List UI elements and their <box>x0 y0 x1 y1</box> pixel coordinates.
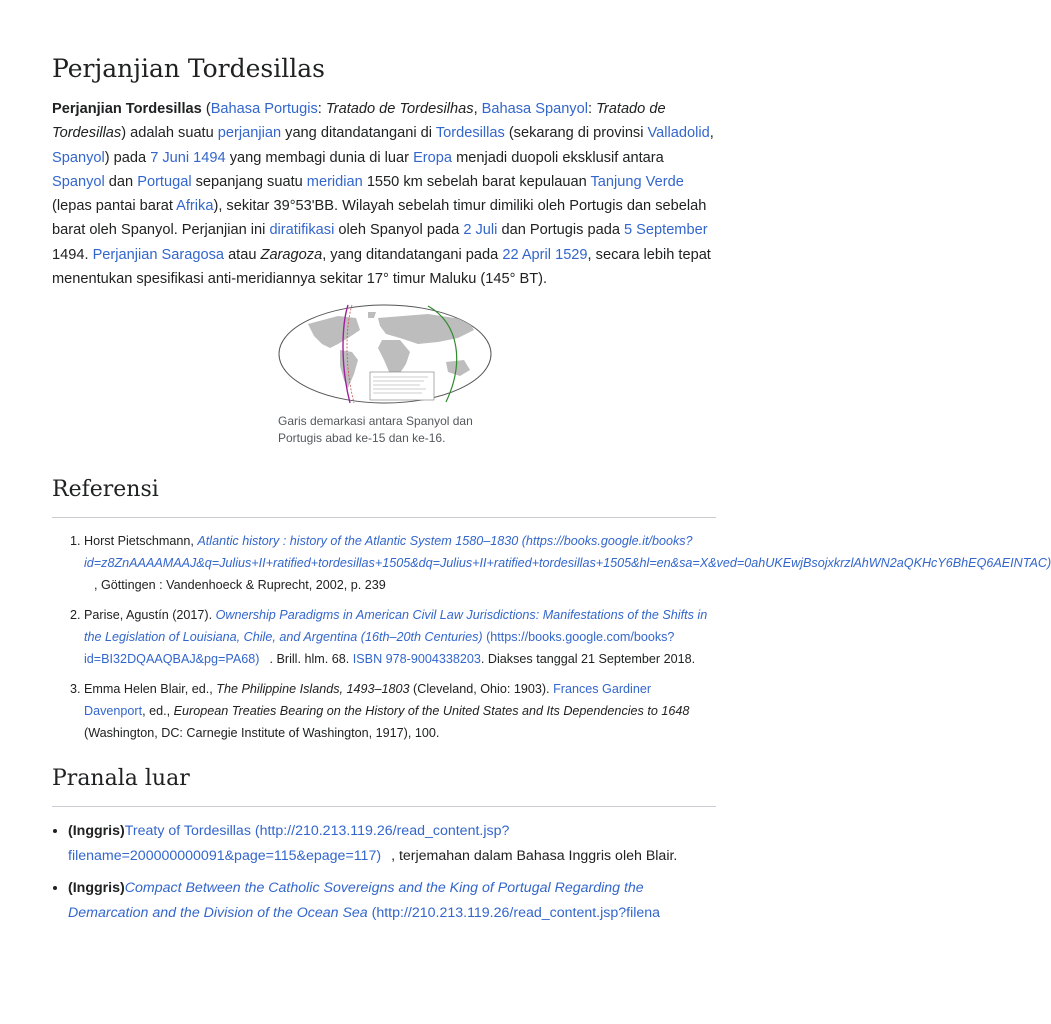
intro-text: (lepas pantai barat <box>52 198 177 215</box>
intro-text: , secara lebih tepat menentukan spesifikasi anti-meridiannya sekitar 17° timur Maluku (145° BT). <box>52 246 711 288</box>
intro-text: sepanjang suatu <box>191 173 307 190</box>
external-link-1 <box>68 819 716 868</box>
reference-3 <box>84 678 716 744</box>
intro-text: , yang ditandatangani pada <box>322 246 503 263</box>
ref3-text-3: , ed., <box>142 704 174 719</box>
ext2-link[interactable] <box>68 880 660 921</box>
world-map-image[interactable] <box>278 304 493 404</box>
ref2-link-title: Ownership Paradigms in American Civil Law Jurisdictions: Manifestations of the Shifts in the Legislation of Louisiana, Chile, and Argentina (16th–20th Centuries) <box>84 608 708 645</box>
link-bahasa-portugis[interactable]: Bahasa Portugis <box>210 101 318 117</box>
ref2-link-url: (https://books.google.com/books?id=BI32DQAAQBAJ&pg=PA68) <box>84 630 675 667</box>
ext1-link[interactable]: Treaty of Tordesillas (http://210.213.119.26/read_content.jsp?filename=200000000091&page=115&epage=117) <box>68 823 510 864</box>
ref1-link[interactable] <box>84 534 1051 570</box>
intro-text: ) pada <box>104 149 151 166</box>
name-portuguese: Tratado de Tordesilhas <box>325 101 474 117</box>
map-legend <box>370 372 434 400</box>
ref2-text-2: . Diakses tanggal 21 September 2018. <box>480 652 696 667</box>
intro-text: dan <box>104 173 138 190</box>
link-diratifikasi[interactable]: diratifikasi <box>269 222 335 239</box>
ext1-rest: , terjemahan dalam Bahasa Inggris oleh Blair. <box>391 847 678 864</box>
intro-text: 1494. <box>52 246 93 263</box>
intro-text: oleh Spanyol pada <box>334 222 464 239</box>
link-date-22-april-1529[interactable]: 22 April 1529 <box>502 246 588 263</box>
section-referensi <box>52 475 716 518</box>
intro-paragraph: Perjanjian Tordesillas (Bahasa Portugis: Tratado de Tordesilhas, Bahasa Spanyol: Tratado de Tordesillas) adalah suatu perjanjian yang ditandatangani di Tordesillas (sekarang di provinsi Valladolid, Spanyol) pada 7 Juni 1494 yang membagi dunia di luar Eropa menjadi duopoli eksklusif antara Spanyol dan Portugal sepanjang suatu meridian 1550 km sebelah barat kepulauan Tanjung Verde (lepas pantai barat Afrika), sekitar 39°53'BB. Wilayah sebelah timur dimiliki oleh Portugis dan sebelah barat oleh Spanyol. Perjanjian ini diratifikasi oleh Spanyol pada 2 Juli dan Portugis pada 5 September 1494. Perjanjian Saragosa atau Zaragoza, yang ditandatangani pada 22 April 1529, secara lebih tepat menentukan spesifikasi anti-meridiannya sekitar 17° timur Maluku (145° BT). <box>52 101 714 288</box>
intro-text: ) adalah suatu <box>121 125 218 142</box>
pranala-heading: Pranala luar <box>52 766 190 792</box>
figure-caption: Garis demarkasi antara Spanyol dan Portugis abad ke-15 dan ke-16. <box>278 414 473 446</box>
ref3-title-1: The Philippine Islands, 1493–1803 <box>216 682 410 697</box>
ref2-text: . Brill. hlm. 68. <box>269 652 353 667</box>
ref1-link-text: Atlantic history : history of the Atlantic System 1580–1830 (https://books.google.it/books?id=z8ZnAAAAMAAJ&q=Julius+II+ratified+tordesillas+1505&dq=Julius+II+ratified+tordesillas+1505&hl=en&sa=X&ved=0ahUKEwjBsojxkrzlAhWN2aQKHcY6BhEQ6AEINTAC) <box>84 534 1051 571</box>
article-name-bold: Perjanjian Tordesillas <box>52 101 202 117</box>
external-link-2 <box>68 876 716 925</box>
link-perjanjian-saragosa[interactable]: Perjanjian Saragosa <box>92 246 225 263</box>
intro-text: dan Portugis pada <box>497 222 624 239</box>
ext2-lang: (Inggris) <box>68 880 125 897</box>
link-valladolid[interactable]: Valladolid <box>647 125 710 142</box>
link-bahasa-spanyol[interactable]: Bahasa Spanyol <box>481 101 588 117</box>
intro-text: (sekarang di provinsi <box>504 125 648 142</box>
ref3-text: Emma Helen Blair, ed., <box>84 682 217 697</box>
intro-text: atau <box>224 246 261 263</box>
ext2-link-url: (http://210.213.119.26/read_content.jsp?filena <box>367 904 661 921</box>
link-eropa[interactable]: Eropa <box>413 149 453 166</box>
ref1-author: Horst Pietschmann, <box>84 534 198 549</box>
ref3-text-2: (Cleveland, Ohio: 1903). <box>409 682 554 697</box>
intro-text: yang membagi dunia di luar <box>225 149 414 166</box>
name-zaragoza: Zaragoza <box>260 246 323 263</box>
reference-2 <box>84 604 716 670</box>
link-tordesillas[interactable]: Tordesillas <box>435 125 505 142</box>
intro-text: ), sekitar 39°53'BB. Wilayah sebelah timur dimiliki oleh Portugis dan sebelah barat oleh Spanyol. Perjanjian ini <box>52 198 707 239</box>
intro-text: yang ditandatangani di <box>281 125 436 142</box>
referensi-heading: Referensi <box>52 477 159 503</box>
ref3-link[interactable]: Frances Gardiner Davenport <box>84 682 652 719</box>
link-date-2-juli[interactable]: 2 Juli <box>463 222 498 239</box>
ext2-link-title: Compact Between the Catholic Sovereigns and the King of Portugal Regarding the Demarcation and the Division of the Ocean Sea <box>68 880 644 921</box>
link-date-7-juni-1494[interactable]: 7 Juni 1494 <box>150 149 226 166</box>
link-meridian[interactable]: meridian <box>306 173 363 190</box>
intro-text: menjadi duopoli eksklusif antara <box>452 149 664 166</box>
link-date-5-september[interactable]: 5 September <box>624 222 708 239</box>
reference-list <box>52 530 1051 744</box>
ref3-title-2: European Treaties Bearing on the History of the United States and Its Dependencies to 1648 <box>173 704 690 719</box>
link-tanjung-verde[interactable]: Tanjung Verde <box>590 173 684 190</box>
page-title: Perjanjian Tordesillas <box>52 54 325 83</box>
name-spanish: Tratado de Tordesillas <box>52 101 666 142</box>
link-perjanjian[interactable]: perjanjian <box>217 125 282 142</box>
link-spanyol-2[interactable]: Spanyol <box>52 173 105 190</box>
link-spanyol[interactable]: Spanyol <box>52 149 105 166</box>
link-portugal[interactable]: Portugal <box>137 173 192 190</box>
section-pranala-luar <box>52 764 716 807</box>
reference-1 <box>84 530 1051 596</box>
link-afrika[interactable]: Afrika <box>176 198 214 215</box>
map-figure <box>278 304 493 447</box>
ref1-rest: , Göttingen : Vandenhoeck & Ruprecht, 2002, p. 239 <box>94 578 386 593</box>
ref2-isbn-link[interactable]: ISBN 978-9004338203 <box>352 652 481 667</box>
ref3-text-4: (Washington, DC: Carnegie Institute of Washington, 1917), 100. <box>84 726 440 741</box>
ref2-author: Parise, Agustín (2017). <box>84 608 216 623</box>
ext1-lang: (Inggris) <box>68 823 125 840</box>
intro-text: 1550 km sebelah barat kepulauan <box>362 173 591 190</box>
external-links-list <box>52 819 716 925</box>
